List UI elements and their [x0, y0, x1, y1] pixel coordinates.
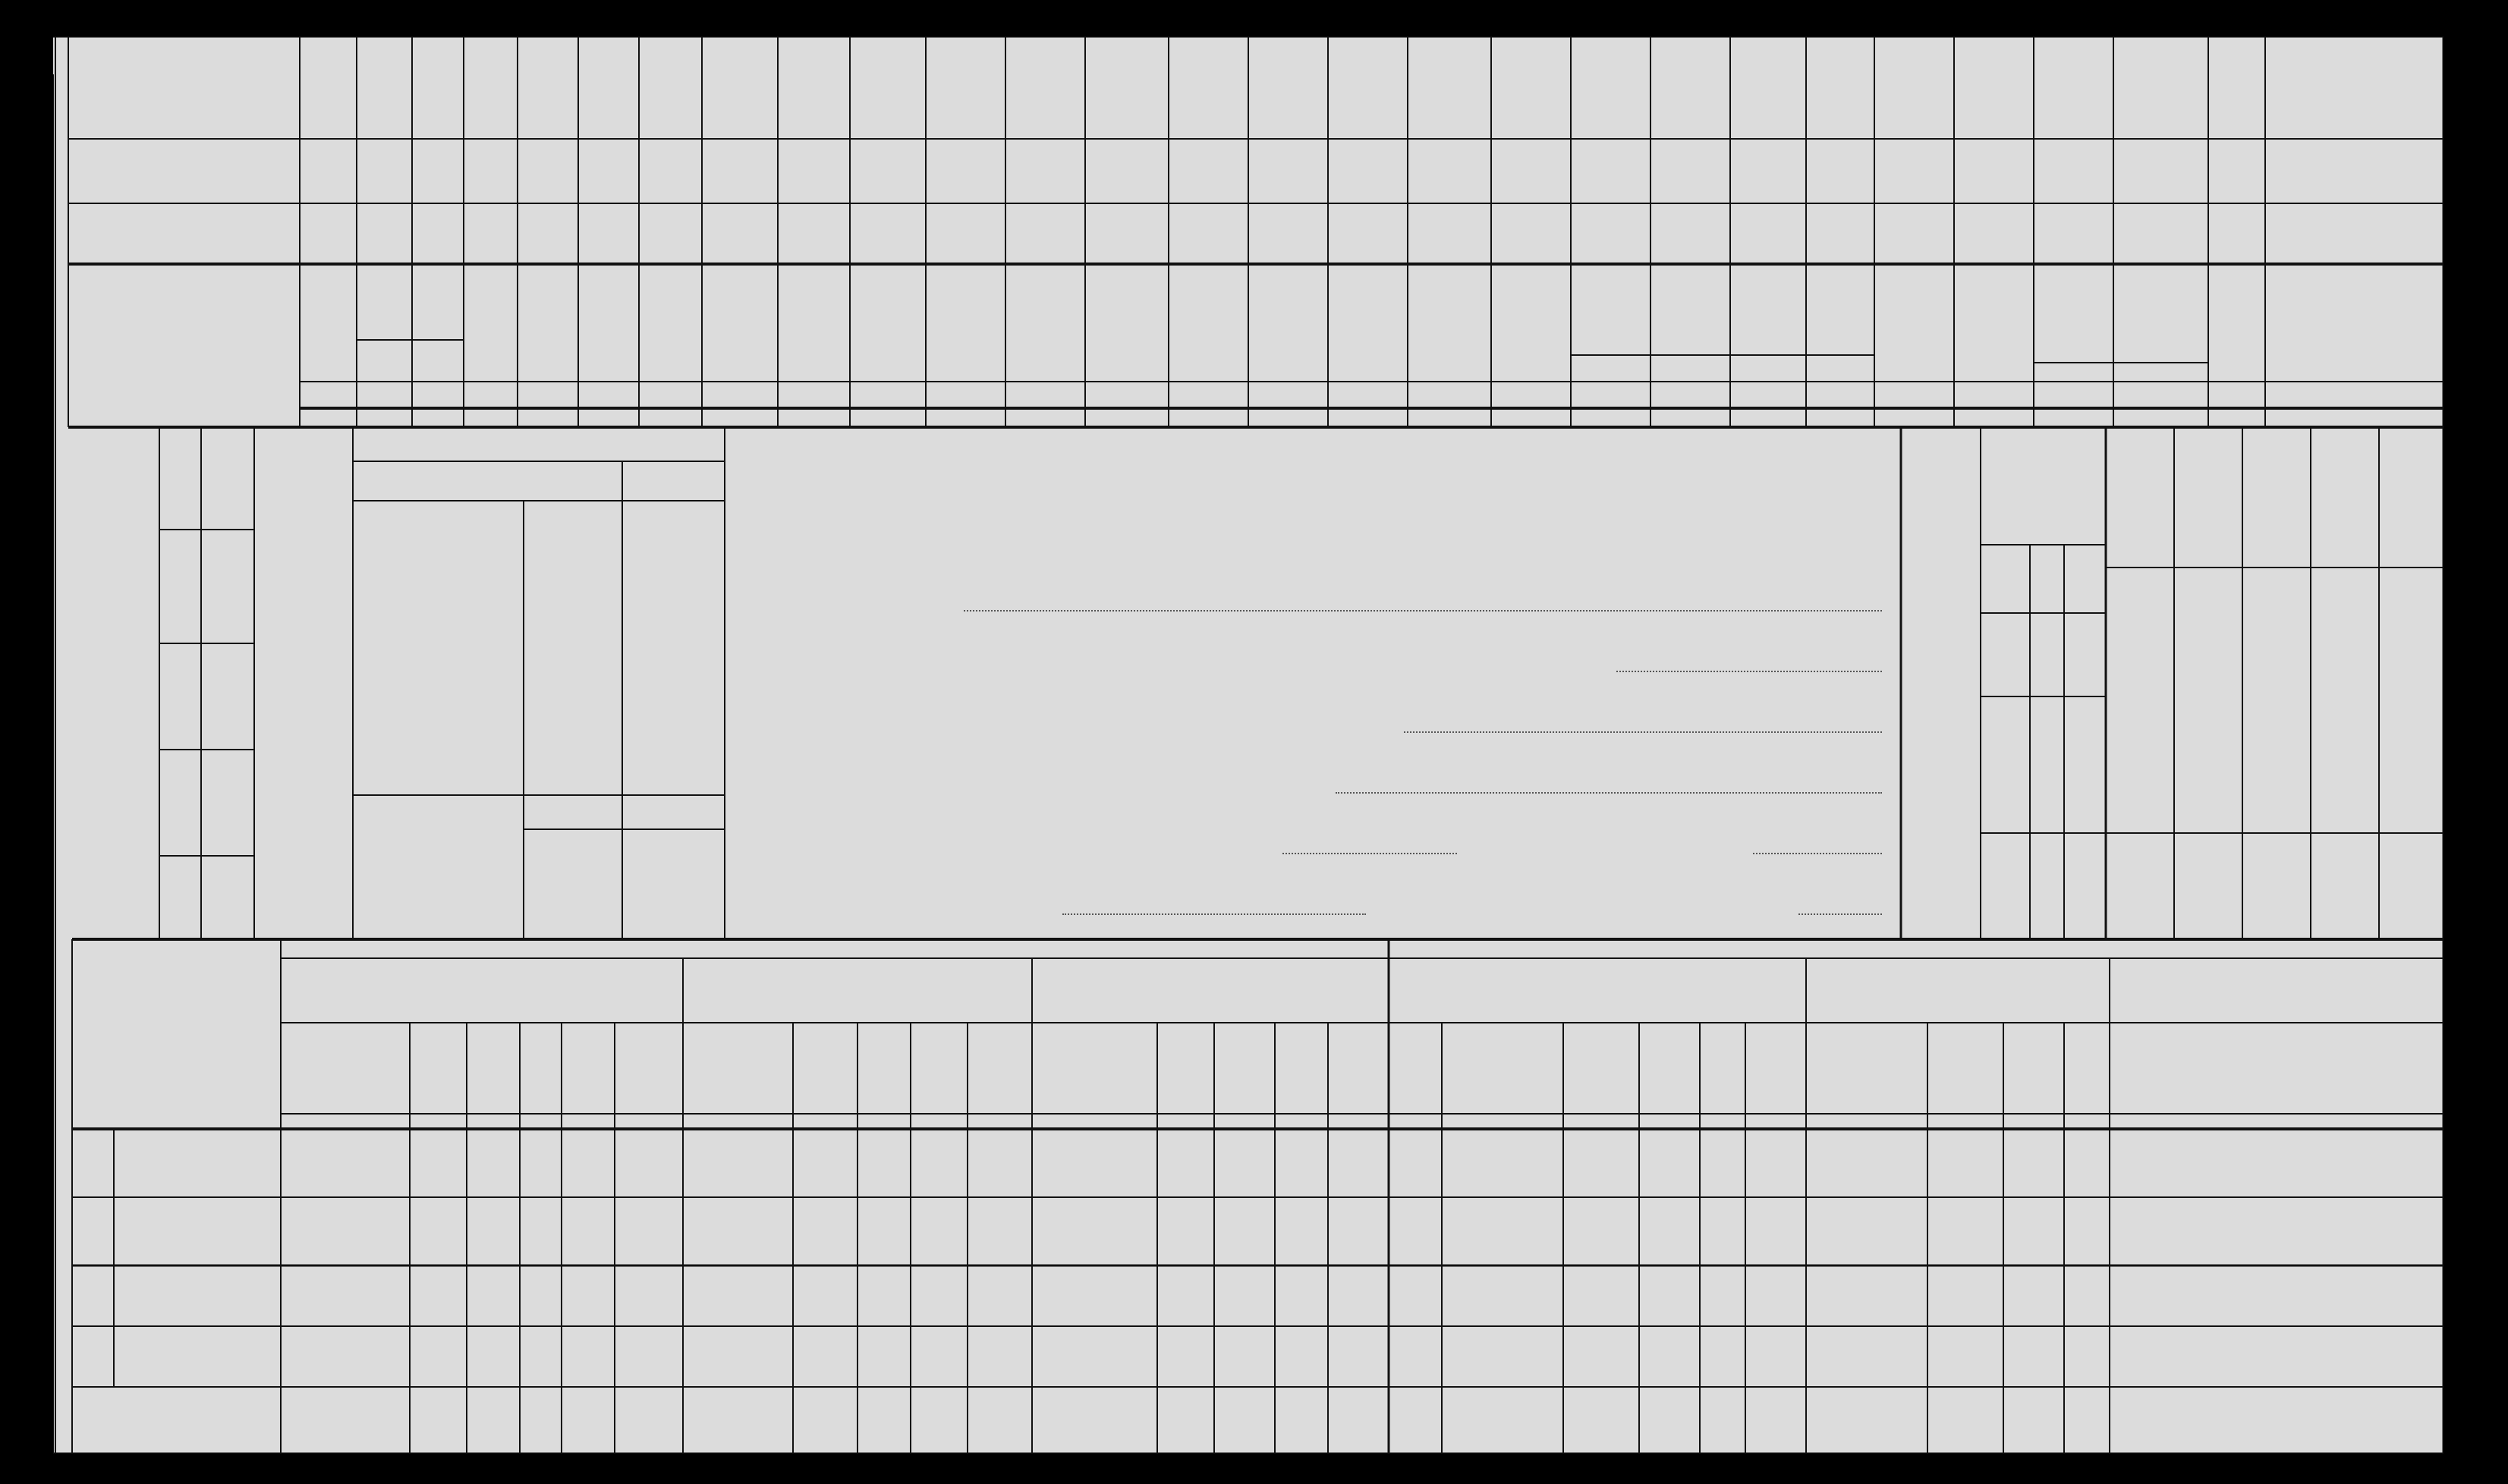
answer-line[interactable]: [1753, 852, 1882, 854]
answer-line[interactable]: [1062, 913, 1366, 915]
table-grid: [53, 36, 2443, 1454]
answer-line[interactable]: [1404, 731, 1882, 733]
answer-line[interactable]: [1336, 791, 1882, 794]
answer-line[interactable]: [1616, 670, 1882, 672]
answer-line[interactable]: [1282, 852, 1457, 854]
answer-line[interactable]: [964, 609, 1882, 612]
answer-line[interactable]: [1798, 913, 1882, 915]
census-card-sheet: [53, 36, 2443, 1454]
